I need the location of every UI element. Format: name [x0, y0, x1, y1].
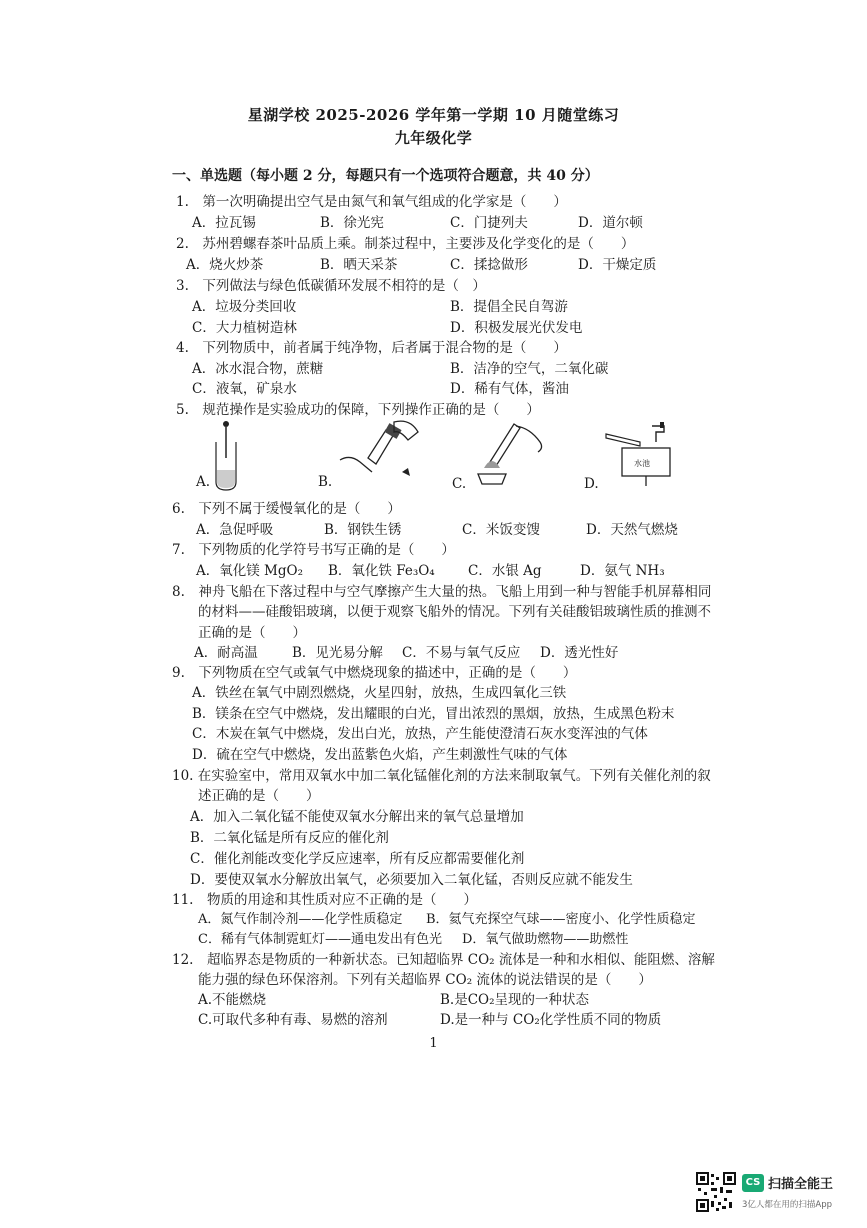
question-8-stem-line-3: 正确的是（ ） — [198, 625, 306, 641]
scanner-watermark — [696, 1172, 856, 1218]
sink-label: 水池 — [634, 459, 650, 468]
question-6-option-d: D．天然气燃烧 — [586, 522, 678, 538]
question-10-stem-line-1: 10. 在实验室中，常用双氧水中加二氧化锰催化剂的方法来制取氧气。下列有关催化剂的叙 — [172, 768, 711, 784]
question-4-option-a: A．冰水混合物，蔗糖 — [192, 361, 324, 377]
question-6-option-b: B．钢铁生锈 — [324, 522, 402, 538]
question-7-option-b: B．氧化铁 Fe₃O₄ — [328, 563, 435, 579]
question-3-option-a: A．垃圾分类回收 — [192, 299, 297, 315]
figure-d-label: D. — [584, 476, 599, 492]
question-3-option-c: C．大力植树造林 — [192, 320, 297, 336]
question-9-option-a: A．铁丝在氧气中剧烈燃烧，火星四射，放热，生成四氧化三铁 — [192, 685, 567, 701]
figure-a-label: A. — [196, 474, 211, 490]
question-6-option-c: C．米饭变馊 — [462, 522, 540, 538]
question-7-option-c: C．水银 Ag — [468, 563, 542, 579]
question-12-option-c: C.可取代多种有毒、易燃的溶剂 — [198, 1012, 388, 1028]
scanner-tagline: 3亿人都在用的扫描App — [742, 1200, 833, 1210]
question-6-option-a: A．急促呼吸 — [196, 522, 274, 538]
question-2-option-c: C．揉捻做形 — [450, 257, 528, 273]
question-8-stem-line-1: 8. 神舟飞船在下落过程中与空气摩擦产生大量的热。飞船上用到一种与智能手机屏幕相同 — [172, 584, 712, 600]
question-11-option-a: A．氮气作制冷剂——化学性质稳定 — [198, 912, 403, 927]
question-3-stem: 3. 下列做法与绿色低碳循环发展不相符的是（ ） — [176, 278, 486, 294]
camscanner-logo-icon: CS — [742, 1174, 764, 1192]
question-4-option-d: D．稀有气体，酱油 — [450, 381, 569, 397]
scanner-brand: 扫描全能王 — [768, 1177, 834, 1192]
question-3-option-b: B．提倡全民自驾游 — [450, 299, 568, 315]
page-number: 1 — [429, 1036, 438, 1051]
question-7-option-a: A．氧化镁 MgO₂ — [196, 563, 303, 579]
question-8-option-b: B．见光易分解 — [292, 645, 383, 661]
question-9-stem: 9. 下列物质在空气或氧气中燃烧现象的描述中，正确的是（ ） — [172, 665, 577, 681]
question-9-option-c: C．木炭在氧气中燃烧，发出白光，放热，产生能使澄清石灰水变浑浊的气体 — [192, 726, 648, 742]
sink-test-tube-figure — [604, 418, 678, 488]
question-7-option-d: D．氨气 NH₃ — [580, 563, 665, 579]
hand-test-tube-figure — [338, 418, 428, 488]
question-11-option-b: B．氦气充探空气球——密度小、化学性质稳定 — [426, 912, 696, 927]
question-2-stem: 2. 苏州碧螺春茶叶品质上乘。制茶过程中，主要涉及化学变化的是（ ） — [176, 236, 635, 252]
question-1-option-a: A．拉瓦锡 — [192, 215, 256, 231]
question-12-option-d: D.是一种与 CO₂化学性质不同的物质 — [440, 1012, 662, 1028]
question-6-stem: 6. 下列不属于缓慢氧化的是（ ） — [172, 501, 401, 517]
question-10-option-d: D．要使双氧水分解放出氧气，必须要加入二氧化锰，否则反应就不能发生 — [190, 872, 633, 888]
question-4-option-b: B．洁净的空气，二氧化碳 — [450, 361, 609, 377]
question-11-stem: 11. 物质的用途和其性质对应不正确的是（ ） — [172, 892, 477, 908]
exam-title: 星湖学校 2025-2026 学年第一学期 10 月随堂练习 — [247, 106, 620, 124]
question-10-option-c: C．催化剂能改变化学反应速率，所有反应都需要催化剂 — [190, 851, 525, 867]
exam-subtitle: 九年级化学 — [394, 129, 473, 147]
question-11-option-d: D．氧气做助燃物——助燃性 — [462, 932, 629, 947]
question-2-option-d: D．干燥定质 — [578, 257, 657, 273]
figure-b-label: B. — [318, 474, 333, 490]
question-10-option-b: B．二氧化锰是所有反应的催化剂 — [190, 830, 389, 846]
question-3-option-d: D．积极发展光伏发电 — [450, 320, 583, 336]
question-7-stem: 7. 下列物质的化学符号书写正确的是（ ） — [172, 542, 455, 558]
question-8-stem-line-2: 的材料——硅酸铝玻璃，以便于观察飞船外的情况。下列有关硅酸铝玻璃性质的推测不 — [198, 604, 711, 620]
question-8-option-c: C．不易与氧气反应 — [402, 645, 521, 661]
section-heading: 一、单选题（每小题 2 分，每题只有一个选项符合题意，共 40 分） — [172, 168, 599, 184]
question-1-option-c: C．门捷列夫 — [450, 215, 528, 231]
heating-test-tube-figure — [470, 418, 550, 490]
question-4-stem: 4. 下列物质中，前者属于纯净物，后者属于混合物的是（ ） — [176, 340, 567, 356]
question-8-option-d: D．透光性好 — [540, 645, 619, 661]
question-1-stem: 1. 第一次明确提出空气是由氮气和氧气组成的化学家是（ ） — [176, 194, 567, 210]
question-9-option-d: D．硫在空气中燃烧，发出蓝紫色火焰，产生刺激性气味的气体 — [192, 747, 568, 763]
dropper-test-tube-figure — [206, 418, 250, 492]
figure-c-label: C. — [452, 476, 467, 492]
question-2-option-b: B．晒天采茶 — [320, 257, 398, 273]
question-4-option-c: C．液氧，矿泉水 — [192, 381, 297, 397]
question-5-stem: 5. 规范操作是实验成功的保障，下列操作正确的是（ ） — [176, 402, 540, 418]
question-1-option-b: B．徐光宪 — [320, 215, 384, 231]
question-10-option-a: A．加入二氧化锰不能使双氧水分解出来的氧气总量增加 — [190, 809, 524, 825]
qr-code-icon — [696, 1172, 736, 1212]
question-12-option-a: A.不能燃烧 — [198, 992, 267, 1008]
question-8-option-a: A．耐高温 — [194, 645, 258, 661]
question-2-option-a: A．烧火炒茶 — [186, 257, 264, 273]
question-12-stem-line-2: 能力强的绿色环保溶剂。下列有关超临界 CO₂ 流体的说法错误的是（ ） — [198, 972, 652, 988]
question-1-option-d: D．道尔顿 — [578, 215, 643, 231]
question-12-stem-line-1: 12. 超临界态是物质的一种新状态。已知超临界 CO₂ 流体是一种和水相似、能阻燃、溶解 — [172, 952, 715, 968]
question-12-option-b: B.是CO₂呈现的一种状态 — [440, 992, 590, 1008]
question-9-option-b: B．镁条在空气中燃烧，发出耀眼的白光，冒出浓烈的黑烟，放热，生成黑色粉末 — [192, 706, 675, 722]
question-11-option-c: C．稀有气体制霓虹灯——通电发出有色光 — [198, 932, 442, 947]
question-10-stem-line-2: 述正确的是（ ） — [198, 788, 320, 804]
